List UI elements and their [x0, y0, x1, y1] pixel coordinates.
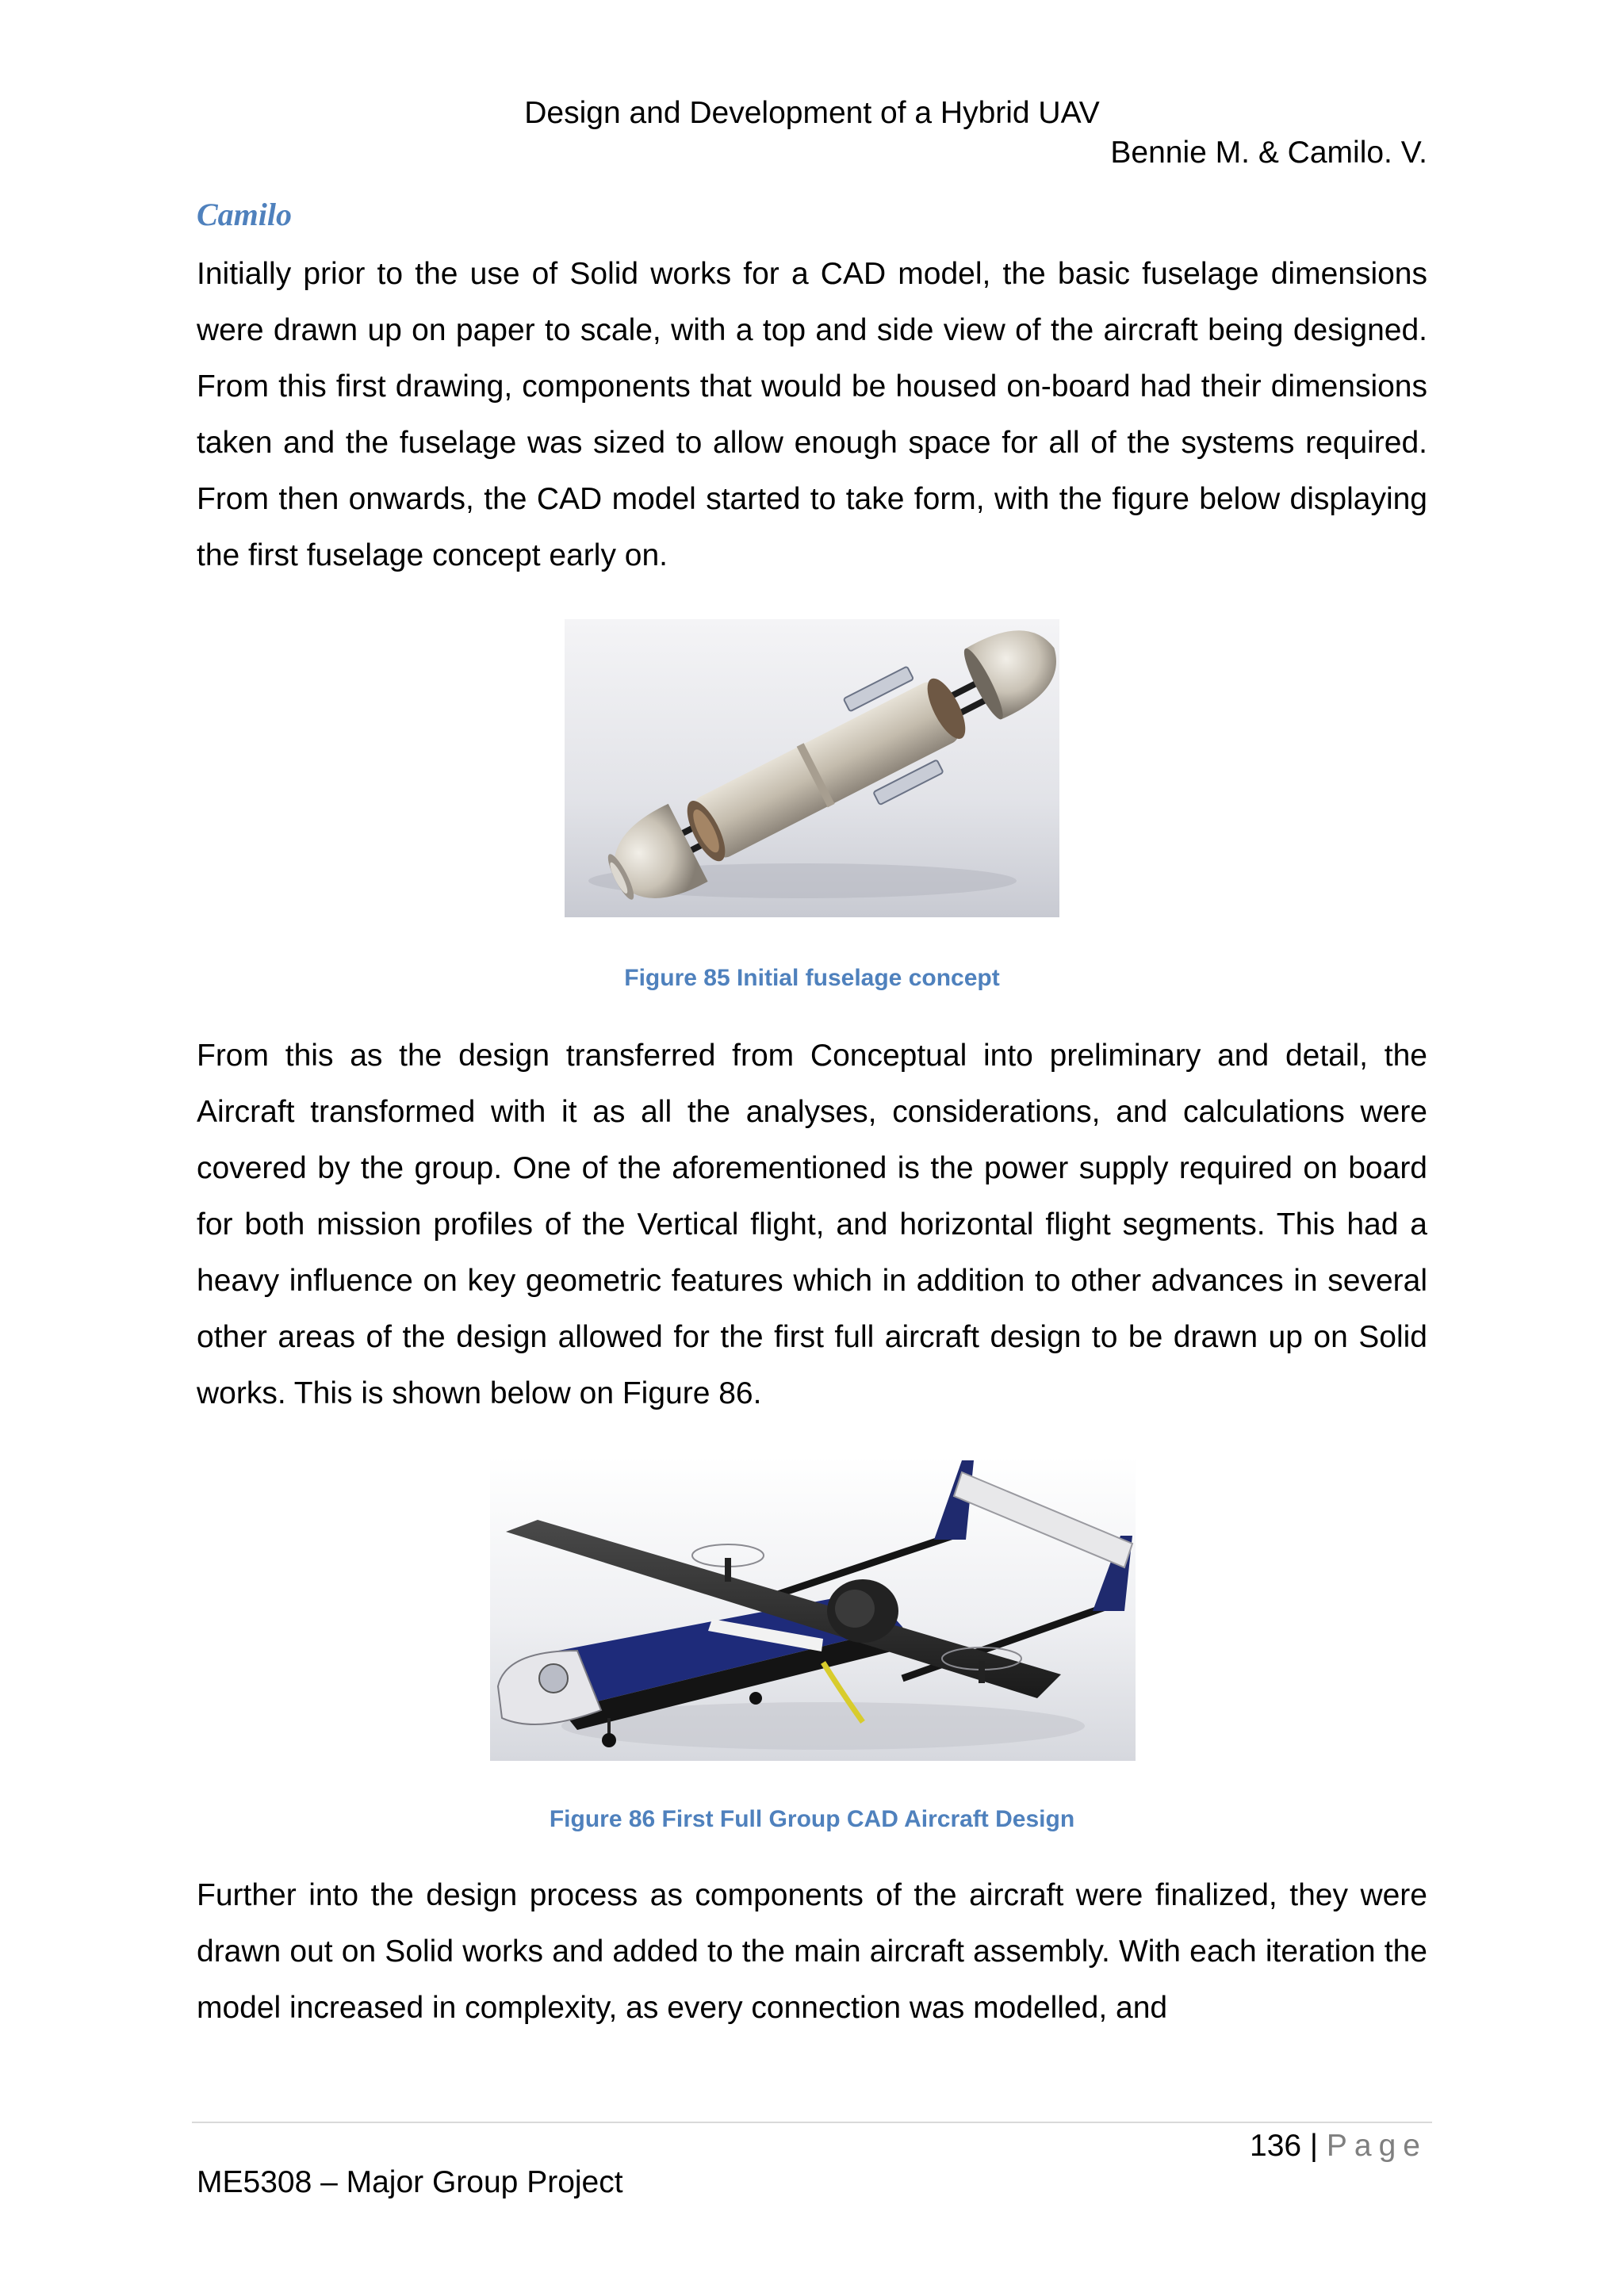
page-number-value: 136 |	[1250, 2129, 1319, 2163]
figure-86-caption: Figure 86 First Full Group CAD Aircraft Design	[549, 1806, 1075, 1832]
paragraph-2: From this as the design transferred from Conceptual into preliminary and detail, the Aircraft transformed with it as all the analyses, considerations, and calculations were covered by the group. One of the aforementioned is the power supply required on board for both mission profiles of the Vertical flight, and horizontal flight segments. This had a heavy influence on key geometric features which in addition to other advances in several other areas of the design allowed for the first full aircraft design to be drawn up on Solid works. This is shown below on Figure 86.	[197, 1039, 1427, 1410]
header-authors: Bennie M. & Camilo. V.	[1110, 136, 1427, 170]
paragraph-1: Initially prior to the use of Solid works for a CAD model, the basic fuselage dimensions were drawn up on paper to scale, with a top and side view of the aircraft being designed. From this first drawing, components that would be housed on-board had their dimensions taken and the fuselage was sized to allow enough space for all of the systems required. From then onwards, the CAD model started to take form, with the figure below displaying the first fuselage concept early on.	[197, 257, 1427, 572]
figure-86-aircraft-design	[490, 1456, 1136, 1761]
footer-course: ME5308 – Major Group Project	[197, 2165, 623, 2199]
section-heading: Camilo	[197, 197, 293, 232]
paragraph-3: Further into the design process as components of the aircraft were finalized, they were drawn out on Solid works and added to the main aircraft assembly. With each iteration the model increased in complexity, as every connection was modelled, and	[197, 1878, 1427, 2025]
footer-divider	[192, 2122, 1432, 2123]
header-title: Design and Development of a Hybrid UAV	[524, 96, 1100, 130]
page-number	[1250, 2126, 1427, 2166]
figure-85-caption: Figure 85 Initial fuselage concept	[624, 965, 1000, 991]
figure-85-fuselage-concept	[565, 619, 1059, 917]
page-word: Page	[1326, 2129, 1427, 2163]
